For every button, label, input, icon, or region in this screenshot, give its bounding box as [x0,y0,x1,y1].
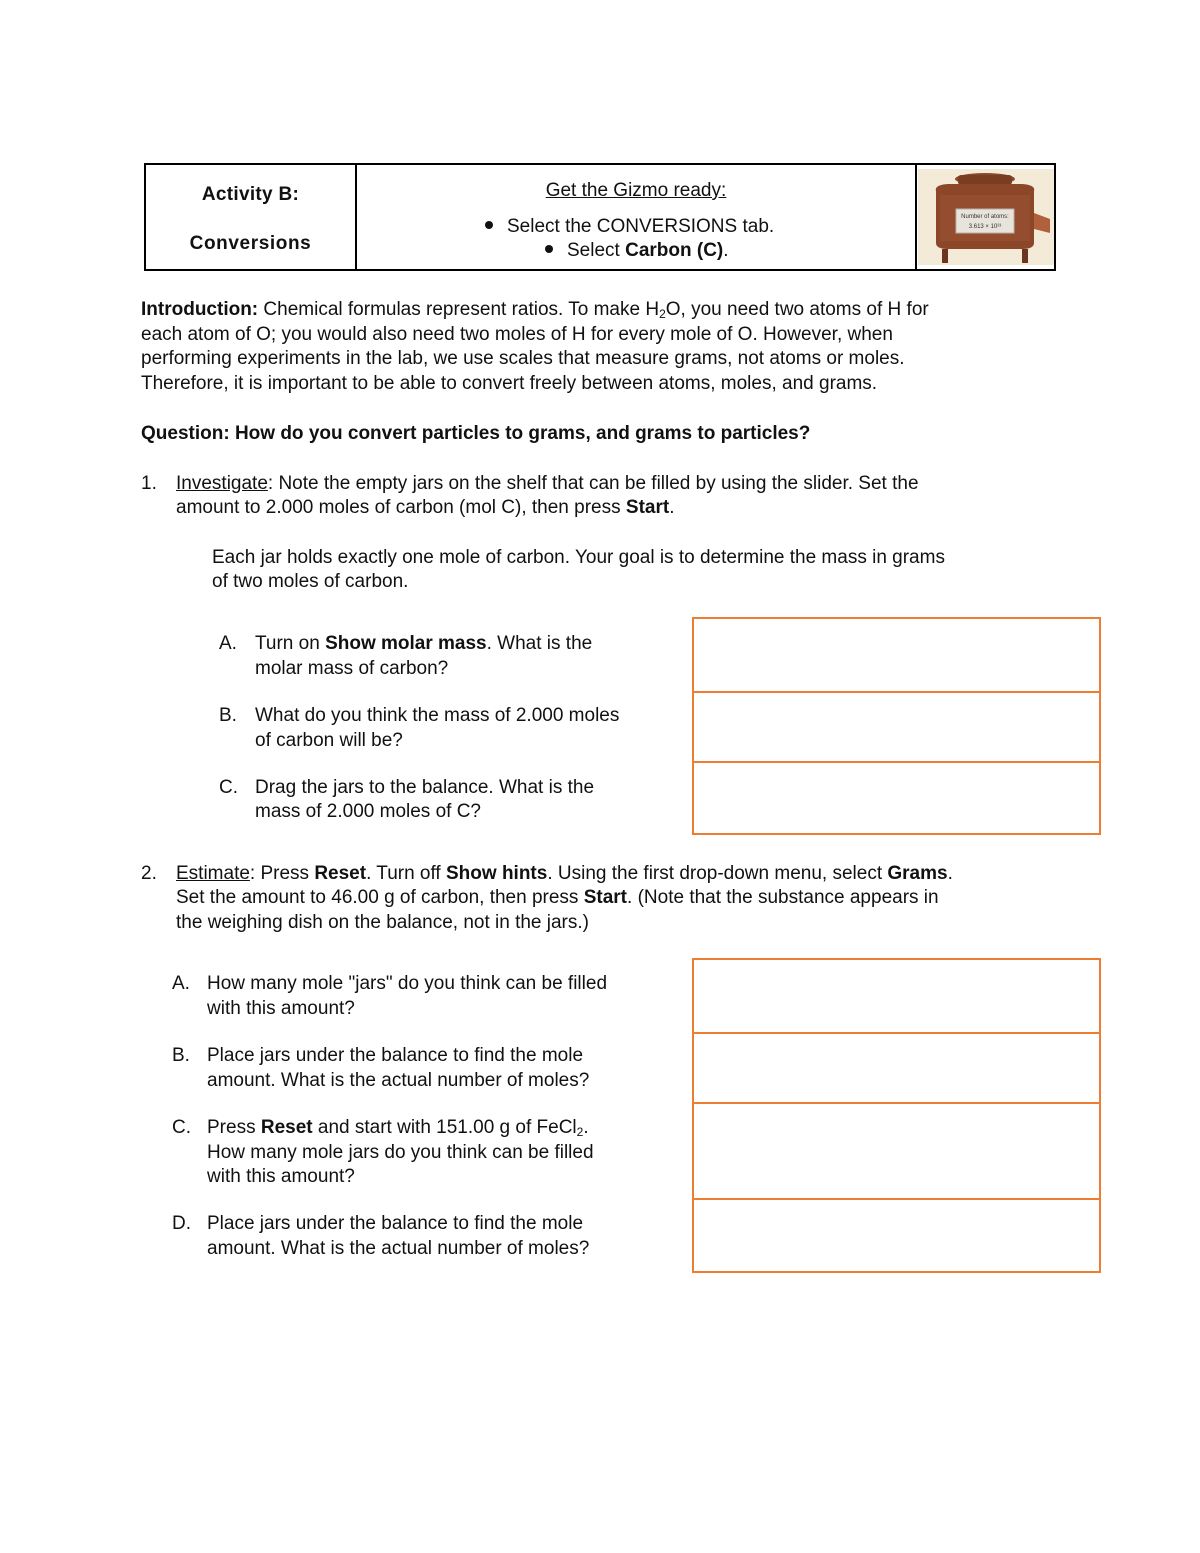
q2a-line-1: How many mole "jars" do you think can be filled [207,973,608,994]
q2a-letter: A. [172,973,190,994]
q1a-line-1: Turn on Show molar mass. What is the [255,633,593,654]
q1c-letter: C. [219,777,238,798]
jar-illustration-icon [918,169,1054,265]
q2b-line-2: amount. What is the actual number of moles? [207,1070,590,1091]
q1-line-2: amount to 2.000 moles of carbon (mol C), then press Start. [176,497,675,518]
intro-line-2: each atom of O; you would also need two moles of H for every mole of O. However, when [141,324,893,345]
q2c-line-3: with this amount? [207,1166,355,1187]
q2c-line-2: How many mole jars do you think can be filled [207,1142,594,1163]
q2c-line-1: Press Reset and start with 151.00 g of FeCl$_2$. [207,1117,589,1139]
q2a-answer-box[interactable] [692,958,1101,1034]
ready-heading: Get the Gizmo ready: [545,180,727,201]
q2c-letter: C. [172,1117,191,1138]
intro-line-1: Introduction: Chemical formulas represent ratios. To make $H_2O$, you need two atoms of H for [141,299,929,321]
gizmo-image-cell [917,165,1054,269]
activity-title: Conversions [189,232,312,254]
question-heading: Question: How do you convert particles to grams, and grams to particles? [141,423,811,444]
q2b-letter: B. [172,1045,190,1066]
q1a-letter: A. [219,633,237,654]
q2d-line-1: Place jars under the balance to find the mole [207,1213,584,1234]
instruction-bullet-2: Select Carbon (C). [545,240,729,262]
bullet-icon [485,221,493,229]
q1c-line-1: Drag the jars to the balance. What is the [255,777,595,798]
activity-title-cell [146,165,357,269]
gizmo-instructions-cell [357,165,917,269]
q2a-line-2: with this amount? [207,998,355,1019]
q1c-answer-box[interactable] [692,761,1101,835]
q2d-letter: D. [172,1213,191,1234]
activity-label: Activity B: [201,183,300,205]
q1-paragraph-line-1: Each jar holds exactly one mole of carbon. Your goal is to determine the mass in grams [212,547,945,568]
bullet-icon [545,245,553,253]
q2-line-1: Estimate: Press Reset. Turn off Show hints. Using the first drop-down menu, select Grams. [176,863,953,884]
activity-header-table [144,163,1056,271]
q2-line-3: the weighing dish on the balance, not in the jars.) [176,912,589,933]
q1a-line-2: molar mass of carbon? [255,658,449,679]
q2b-line-1: Place jars under the balance to find the mole [207,1045,584,1066]
q2d-answer-box[interactable] [692,1198,1101,1273]
q2-line-2: Set the amount to 46.00 g of carbon, then press Start. (Note that the substance appears in [176,887,939,908]
q2-number: 2. [141,863,157,884]
intro-line-4: Therefore, it is important to be able to convert freely between atoms, moles, and grams. [141,373,878,394]
q2c-answer-box[interactable] [692,1102,1101,1200]
q1b-line-2: of carbon will be? [255,730,403,751]
q1-paragraph-line-2: of two moles of carbon. [212,571,409,592]
q1-line-1: Investigate: Note the empty jars on the shelf that can be filled by using the slider. Set the [176,473,919,494]
image-label-line1: Number of atoms: [960,214,1009,220]
q1-number: 1. [141,473,157,494]
q1b-answer-box[interactable] [692,691,1101,763]
q2d-line-2: amount. What is the actual number of moles? [207,1238,590,1259]
image-label-line2: 3.613 × 10²³ [968,224,1001,230]
q1c-line-2: mass of 2.000 moles of C? [255,801,481,822]
intro-line-3: performing experiments in the lab, we use scales that measure grams, not atoms or moles. [141,348,905,369]
mole-jar-image [918,169,1054,265]
q1b-line-1: What do you think the mass of 2.000 moles [255,705,620,726]
q2b-answer-box[interactable] [692,1032,1101,1104]
q1a-answer-box[interactable] [692,617,1101,693]
instruction-bullet-1: Select the CONVERSIONS tab. [485,216,774,238]
q1b-letter: B. [219,705,237,726]
